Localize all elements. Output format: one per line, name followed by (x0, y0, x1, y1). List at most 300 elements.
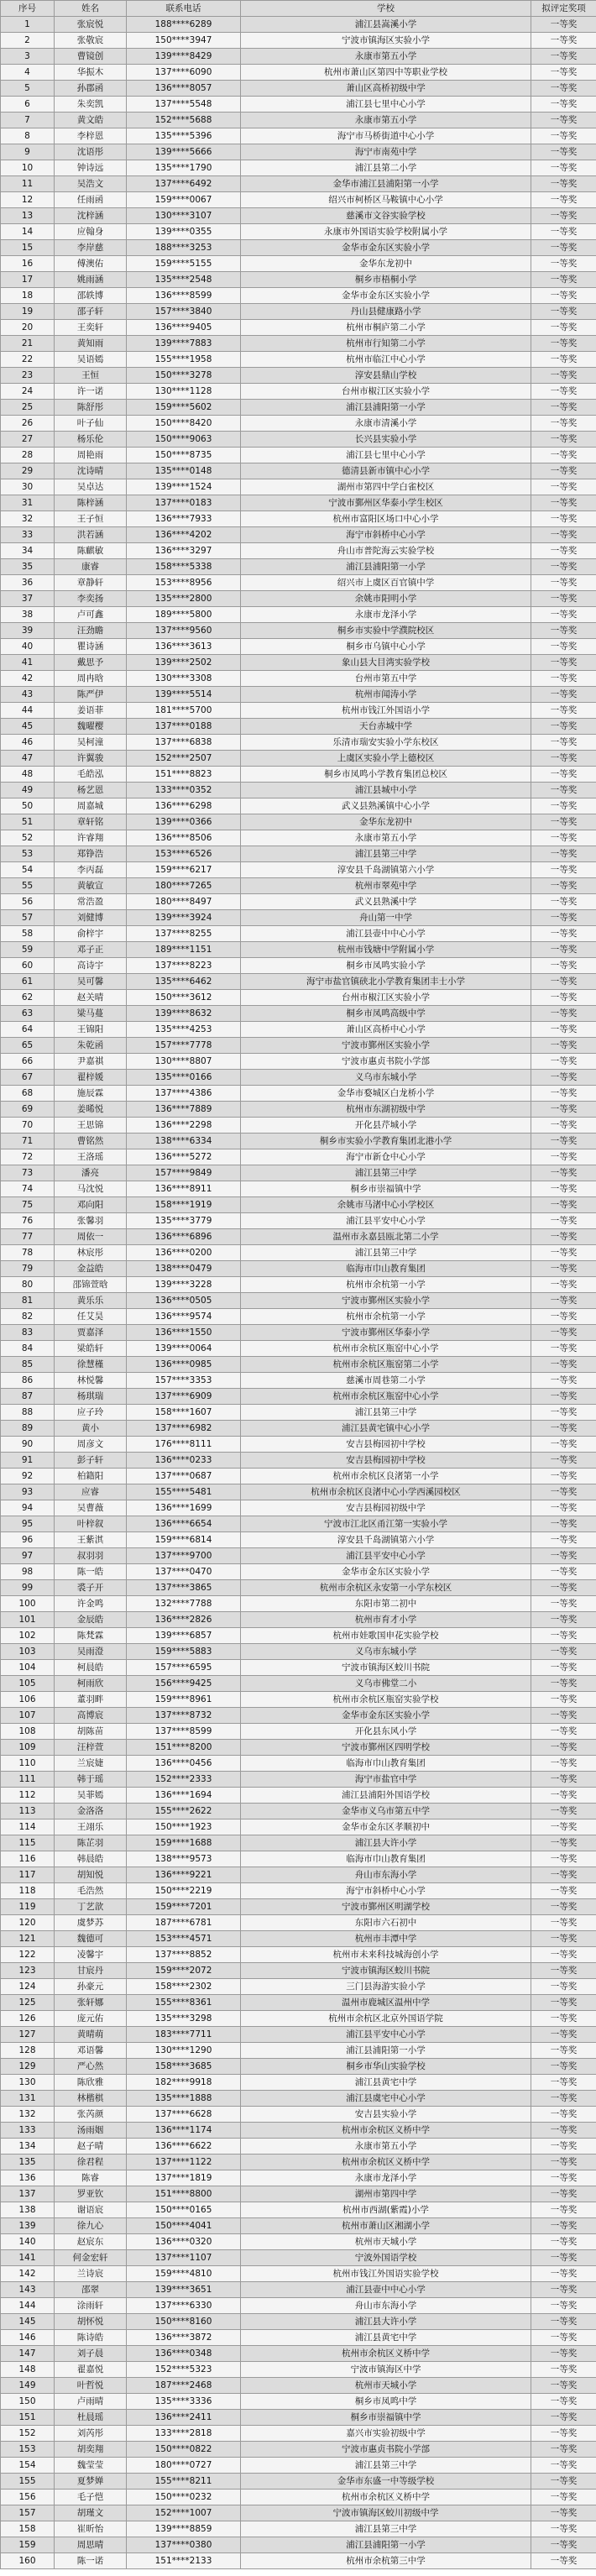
cell-school: 杭州市临江中心小学 (241, 352, 531, 368)
cell-no: 160 (1, 2553, 55, 2569)
cell-award: 一等奖 (531, 1165, 596, 1181)
cell-school: 杭州市钱江外国语实验学校 (241, 2266, 531, 2282)
cell-no: 123 (1, 1963, 55, 1979)
cell-name: 戴思予 (55, 655, 127, 671)
cell-no: 149 (1, 2378, 55, 2394)
cell-award: 一等奖 (531, 2027, 596, 2043)
table-row (1, 2330, 596, 2346)
cell-name: 傅澳佑 (55, 256, 127, 272)
cell-phone: 139****0064 (127, 1341, 241, 1357)
cell-no: 27 (1, 432, 55, 448)
cell-name: 刘芮彤 (55, 2426, 127, 2442)
table-row (1, 2521, 596, 2537)
cell-school: 舟山第一中学 (241, 910, 531, 926)
cell-name: 沈梓涵 (55, 208, 127, 224)
cell-school: 永康市外国语实验学校附属小学 (241, 224, 531, 240)
cell-school: 宁波市镇海区实验小学 (241, 33, 531, 49)
cell-no: 87 (1, 1389, 55, 1405)
table-row (1, 719, 596, 735)
cell-phone: 139****0355 (127, 224, 241, 240)
cell-school: 浦江县大许小学 (241, 1835, 531, 1851)
cell-school: 湖州市第四中学白雀校区 (241, 479, 531, 495)
cell-phone: 137****6982 (127, 1421, 241, 1437)
cell-award: 一等奖 (531, 1995, 596, 2011)
cell-phone: 139****8859 (127, 2521, 241, 2537)
cell-school: 丹山县健康路小学 (241, 304, 531, 320)
table-row (1, 687, 596, 703)
cell-no: 40 (1, 639, 55, 655)
cell-school: 浦江县黄宅镇中心小学 (241, 1421, 531, 1437)
cell-no: 71 (1, 1134, 55, 1149)
cell-no: 155 (1, 2474, 55, 2490)
cell-phone: 157****6595 (127, 1660, 241, 1676)
cell-award: 一等奖 (531, 1931, 596, 1947)
cell-school: 台州市第五中学 (241, 671, 531, 687)
cell-award: 一等奖 (531, 1405, 596, 1421)
cell-award: 一等奖 (531, 2282, 596, 2298)
cell-school: 桐乡市凤鸣高级中学 (241, 1006, 531, 1022)
cell-name: 裘子开 (55, 1580, 127, 1596)
cell-name: 汪劲瞻 (55, 623, 127, 639)
cell-phone: 136****9221 (127, 1867, 241, 1883)
table-row (1, 2027, 596, 2043)
cell-no: 51 (1, 814, 55, 830)
cell-phone: 135****3336 (127, 2394, 241, 2410)
cell-name: 杨乐伦 (55, 432, 127, 448)
cell-name: 陈梵霖 (55, 1628, 127, 1644)
cell-award: 一等奖 (531, 2011, 596, 2027)
cell-award: 一等奖 (531, 2075, 596, 2091)
cell-no: 74 (1, 1181, 55, 1197)
cell-award: 一等奖 (531, 1612, 596, 1628)
cell-no: 136 (1, 2170, 55, 2186)
cell-no: 73 (1, 1165, 55, 1181)
cell-school: 桐乡市凤鸣实验小学 (241, 958, 531, 974)
cell-no: 31 (1, 495, 55, 511)
cell-no: 126 (1, 2011, 55, 2027)
table-row (1, 1118, 596, 1134)
cell-name: 刘健博 (55, 910, 127, 926)
cell-no: 145 (1, 2314, 55, 2330)
cell-name: 朱奕凯 (55, 97, 127, 113)
cell-award: 一等奖 (531, 2043, 596, 2059)
cell-phone: 137****3865 (127, 1580, 241, 1596)
cell-no: 15 (1, 240, 55, 256)
cell-award: 一等奖 (531, 1516, 596, 1532)
cell-school: 浦江县第三中学 (241, 1165, 531, 1181)
cell-school: 宁波市鄞州区实验小学 (241, 1038, 531, 1054)
cell-award: 一等奖 (531, 1628, 596, 1644)
cell-no: 12 (1, 192, 55, 208)
cell-school: 嘉兴市实验初级中学 (241, 2426, 531, 2442)
cell-award: 一等奖 (531, 878, 596, 894)
cell-no: 72 (1, 1149, 55, 1165)
cell-phone: 153****6526 (127, 846, 241, 862)
cell-no: 139 (1, 2218, 55, 2234)
cell-phone: 159****0067 (127, 192, 241, 208)
cell-name: 任艾昊 (55, 1309, 127, 1325)
cell-name: 罗亚钦 (55, 2186, 127, 2202)
cell-name: 应翰身 (55, 224, 127, 240)
cell-phone: 158****1607 (127, 1405, 241, 1421)
cell-school: 浦江县第三中学 (241, 1405, 531, 1421)
cell-award: 一等奖 (531, 703, 596, 719)
cell-name: 马沈悦 (55, 1181, 127, 1197)
cell-phone: 159****5602 (127, 400, 241, 416)
cell-name: 卢可鑫 (55, 607, 127, 623)
cell-name: 林宸彤 (55, 1245, 127, 1261)
cell-award: 一等奖 (531, 543, 596, 559)
cell-award: 一等奖 (531, 894, 596, 910)
cell-no: 48 (1, 767, 55, 783)
table-row (1, 1086, 596, 1102)
cell-no: 137 (1, 2186, 55, 2202)
cell-phone: 180****8497 (127, 894, 241, 910)
cell-award: 一等奖 (531, 1851, 596, 1867)
cell-name: 姜晞悦 (55, 1102, 127, 1118)
table-row (1, 1357, 596, 1373)
cell-phone: 137****6090 (127, 65, 241, 81)
cell-name: 任雨函 (55, 192, 127, 208)
table-row (1, 2474, 596, 2490)
cell-no: 13 (1, 208, 55, 224)
cell-school: 萧山区高桥初级中学 (241, 81, 531, 97)
cell-no: 96 (1, 1532, 55, 1548)
cell-school: 武义县熟溪镇中心小学 (241, 798, 531, 814)
cell-school: 金华市东盛一中等级学校 (241, 2474, 531, 2490)
cell-school: 浦江县嵩溪小学 (241, 17, 531, 33)
cell-no: 18 (1, 288, 55, 304)
cell-phone: 137****9700 (127, 1548, 241, 1564)
cell-award: 一等奖 (531, 2123, 596, 2139)
cell-school: 浦江县浦阳第一小学 (241, 2537, 531, 2553)
cell-school: 金华市浦江县浦阳第一小学 (241, 176, 531, 192)
cell-no: 151 (1, 2410, 55, 2426)
cell-no: 32 (1, 511, 55, 527)
cell-school: 杭州市钱江外国语小学 (241, 703, 531, 719)
cell-no: 119 (1, 1899, 55, 1915)
cell-no: 101 (1, 1612, 55, 1628)
cell-no: 28 (1, 448, 55, 463)
cell-school: 开化县东风小学 (241, 1724, 531, 1740)
cell-phone: 137****8852 (127, 1947, 241, 1963)
table-row (1, 256, 596, 272)
cell-school: 海宁市盐官中学 (241, 1772, 531, 1788)
table-row (1, 1469, 596, 1484)
cell-phone: 137****9560 (127, 623, 241, 639)
cell-school: 杭州市天城小学 (241, 2378, 531, 2394)
cell-phone: 136****8506 (127, 830, 241, 846)
cell-name: 黄敏宣 (55, 878, 127, 894)
header-phone: 联系电话 (127, 1, 241, 17)
cell-name: 章静轩 (55, 575, 127, 591)
cell-phone: 137****1107 (127, 2250, 241, 2266)
cell-award: 一等奖 (531, 288, 596, 304)
cell-phone: 157****9849 (127, 1165, 241, 1181)
cell-phone: 137****8732 (127, 1708, 241, 1724)
cell-school: 浦江县平安中心小学 (241, 1213, 531, 1229)
cell-no: 89 (1, 1421, 55, 1437)
cell-name: 夏梦婵 (55, 2474, 127, 2490)
cell-no: 1 (1, 17, 55, 33)
cell-no: 157 (1, 2505, 55, 2521)
cell-no: 17 (1, 272, 55, 288)
cell-name: 金洛洛 (55, 1804, 127, 1819)
cell-no: 128 (1, 2043, 55, 2059)
cell-no: 129 (1, 2059, 55, 2075)
table-row (1, 591, 596, 607)
cell-no: 62 (1, 990, 55, 1006)
cell-award: 一等奖 (531, 1819, 596, 1835)
cell-no: 138 (1, 2202, 55, 2218)
cell-school: 桐乡市崇福镇中学 (241, 1181, 531, 1197)
table-row (1, 2394, 596, 2410)
cell-school: 余姚市阳明小学 (241, 591, 531, 607)
cell-award: 一等奖 (531, 1740, 596, 1756)
cell-award: 一等奖 (531, 1453, 596, 1469)
cell-no: 108 (1, 1724, 55, 1740)
table-row (1, 1500, 596, 1516)
table-row (1, 1516, 596, 1532)
cell-phone: 180****7265 (127, 878, 241, 894)
cell-school: 宁波市镇海区中学 (241, 2362, 531, 2378)
cell-name: 周艳雨 (55, 448, 127, 463)
table-row (1, 1405, 596, 1421)
table-row (1, 2107, 596, 2123)
cell-phone: 139****8429 (127, 49, 241, 65)
cell-phone: 139****3651 (127, 2282, 241, 2298)
table-row (1, 384, 596, 400)
table-row (1, 1102, 596, 1118)
cell-phone: 136****0320 (127, 2234, 241, 2250)
table-row (1, 575, 596, 591)
cell-no: 99 (1, 1580, 55, 1596)
table-row (1, 97, 596, 113)
cell-award: 一等奖 (531, 495, 596, 511)
cell-phone: 150****0165 (127, 2202, 241, 2218)
cell-name: 应子玲 (55, 1405, 127, 1421)
cell-name: 汪梓萱 (55, 1740, 127, 1756)
cell-no: 122 (1, 1947, 55, 1963)
cell-award: 一等奖 (531, 1102, 596, 1118)
cell-no: 120 (1, 1915, 55, 1931)
cell-phone: 130****3107 (127, 208, 241, 224)
table-row (1, 2490, 596, 2505)
cell-name: 邵翠 (55, 2282, 127, 2298)
cell-award: 一等奖 (531, 400, 596, 416)
cell-no: 154 (1, 2458, 55, 2474)
table-row (1, 1054, 596, 1070)
cell-school: 杭州市萧山区第四中等职业学校 (241, 65, 531, 81)
cell-award: 一等奖 (531, 160, 596, 176)
cell-award: 一等奖 (531, 2537, 596, 2553)
cell-phone: 139****0366 (127, 814, 241, 830)
table-row (1, 2218, 596, 2234)
cell-school: 义乌市东城小学 (241, 1070, 531, 1086)
cell-award: 一等奖 (531, 1532, 596, 1548)
cell-no: 68 (1, 1086, 55, 1102)
cell-no: 98 (1, 1564, 55, 1580)
table-row (1, 1261, 596, 1277)
cell-phone: 136****6896 (127, 1229, 241, 1245)
cell-school: 浦江县平安中心小学 (241, 1548, 531, 1564)
cell-award: 一等奖 (531, 2298, 596, 2314)
cell-phone: 136****0348 (127, 2346, 241, 2362)
cell-school: 浦江县第三中学 (241, 2521, 531, 2537)
cell-name: 叶子仙 (55, 416, 127, 432)
cell-phone: 130****8807 (127, 1054, 241, 1070)
cell-phone: 136****0456 (127, 1756, 241, 1772)
cell-name: 王子恒 (55, 511, 127, 527)
cell-school: 浦江县平安中心小学 (241, 2027, 531, 2043)
cell-no: 79 (1, 1261, 55, 1277)
cell-award: 一等奖 (531, 2410, 596, 2426)
cell-name: 姜语菲 (55, 703, 127, 719)
cell-award: 一等奖 (531, 926, 596, 942)
cell-phone: 136****2298 (127, 1118, 241, 1134)
cell-name: 陈一皓 (55, 1564, 127, 1580)
cell-no: 86 (1, 1373, 55, 1389)
cell-school: 海宁市斜桥中心小学 (241, 1883, 531, 1899)
cell-award: 一等奖 (531, 671, 596, 687)
cell-school: 杭州市西湖(紫霞)小学 (241, 2202, 531, 2218)
cell-school: 海宁市盐官镇硖北小学教育集团丰士小学 (241, 974, 531, 990)
cell-no: 152 (1, 2426, 55, 2442)
cell-award: 一等奖 (531, 1708, 596, 1724)
cell-phone: 136****6622 (127, 2139, 241, 2155)
header-no: 序号 (1, 1, 55, 17)
table-row (1, 607, 596, 623)
cell-name: 毛浩然 (55, 1883, 127, 1899)
cell-no: 43 (1, 687, 55, 703)
cell-no: 92 (1, 1469, 55, 1484)
cell-name: 张馨羽 (55, 1213, 127, 1229)
table-row (1, 49, 596, 65)
cell-name: 梁马蔓 (55, 1006, 127, 1022)
cell-award: 一等奖 (531, 1038, 596, 1054)
table-row (1, 208, 596, 224)
table-row (1, 1277, 596, 1293)
table-row (1, 65, 596, 81)
cell-phone: 133****2818 (127, 2426, 241, 2442)
table-row (1, 1692, 596, 1708)
cell-award: 一等奖 (531, 1006, 596, 1022)
cell-award: 一等奖 (531, 1548, 596, 1564)
cell-award: 一等奖 (531, 607, 596, 623)
cell-award: 一等奖 (531, 1261, 596, 1277)
cell-phone: 136****8911 (127, 1181, 241, 1197)
table-row (1, 288, 596, 304)
cell-school: 绍兴市上虞区百官镇中学 (241, 575, 531, 591)
cell-school: 桐乡市华山实验学校 (241, 2059, 531, 2075)
cell-award: 一等奖 (531, 942, 596, 958)
cell-no: 75 (1, 1197, 55, 1213)
cell-name: 陈舒彤 (55, 400, 127, 416)
cell-name: 徐君程 (55, 2155, 127, 2170)
cell-no: 156 (1, 2490, 55, 2505)
table-row (1, 1006, 596, 1022)
cell-name: 杜晨瑶 (55, 2410, 127, 2426)
cell-name: 赵子晴 (55, 2139, 127, 2155)
cell-phone: 135****1790 (127, 160, 241, 176)
cell-award: 一等奖 (531, 830, 596, 846)
cell-school: 桐乡市梧桐小学 (241, 272, 531, 288)
cell-phone: 130****1128 (127, 384, 241, 400)
cell-phone: 187****6781 (127, 1915, 241, 1931)
table-row (1, 1309, 596, 1325)
cell-school: 宁波市镇海区蛟川书院 (241, 1660, 531, 1676)
cell-name: 康睿 (55, 559, 127, 575)
cell-school: 杭州市余杭第三中学 (241, 2553, 531, 2569)
cell-name: 王奕轩 (55, 320, 127, 336)
cell-award: 一等奖 (531, 1772, 596, 1788)
table-row (1, 894, 596, 910)
table-row (1, 2091, 596, 2107)
table-row (1, 623, 596, 639)
cell-name: 陈睿 (55, 2170, 127, 2186)
cell-award: 一等奖 (531, 416, 596, 432)
cell-phone: 137****8599 (127, 1724, 241, 1740)
cell-school: 东阳市第二初中 (241, 1596, 531, 1612)
cell-name: 邓子正 (55, 942, 127, 958)
cell-name: 曹铭然 (55, 1134, 127, 1149)
cell-school: 安吉县梅园初中学校 (241, 1437, 531, 1453)
cell-award: 一等奖 (531, 1947, 596, 1963)
cell-award: 一等奖 (531, 575, 596, 591)
table-row (1, 1197, 596, 1213)
cell-award: 一等奖 (531, 1883, 596, 1899)
cell-school: 淳安县千岛湖镇第六小学 (241, 862, 531, 878)
cell-phone: 155****2622 (127, 1804, 241, 1819)
cell-school: 浦江县第三中学 (241, 846, 531, 862)
cell-school: 浦江县第二小学 (241, 160, 531, 176)
cell-no: 84 (1, 1341, 55, 1357)
cell-no: 2 (1, 33, 55, 49)
cell-award: 一等奖 (531, 990, 596, 1006)
table-row (1, 830, 596, 846)
table-row (1, 1676, 596, 1692)
cell-school: 湖州市第四中学 (241, 2186, 531, 2202)
cell-name: 黄文皓 (55, 113, 127, 128)
table-row (1, 2362, 596, 2378)
cell-no: 142 (1, 2266, 55, 2282)
table-row (1, 1453, 596, 1469)
cell-name: 吴卓达 (55, 479, 127, 495)
cell-name: 徐九心 (55, 2218, 127, 2234)
cell-award: 一等奖 (531, 1788, 596, 1804)
header-award: 拟评定奖项 (531, 1, 596, 17)
table-row (1, 2378, 596, 2394)
cell-award: 一等奖 (531, 1724, 596, 1740)
cell-no: 106 (1, 1692, 55, 1708)
cell-phone: 188****6289 (127, 17, 241, 33)
cell-name: 张敬宸 (55, 33, 127, 49)
table-row (1, 1389, 596, 1405)
cell-school: 杭州市育才小学 (241, 1612, 531, 1628)
cell-award: 一等奖 (531, 767, 596, 783)
cell-award: 一等奖 (531, 2553, 596, 2569)
cell-award: 一等奖 (531, 1134, 596, 1149)
cell-award: 一等奖 (531, 1341, 596, 1357)
cell-phone: 150****0822 (127, 2442, 241, 2458)
cell-school: 杭州市余杭区瓶窑第二小学 (241, 1357, 531, 1373)
cell-school: 台州市椒江区实验小学 (241, 384, 531, 400)
cell-name: 陈严伊 (55, 687, 127, 703)
table-row (1, 798, 596, 814)
cell-name: 俞梓宇 (55, 926, 127, 942)
cell-award: 一等奖 (531, 1245, 596, 1261)
cell-no: 141 (1, 2250, 55, 2266)
